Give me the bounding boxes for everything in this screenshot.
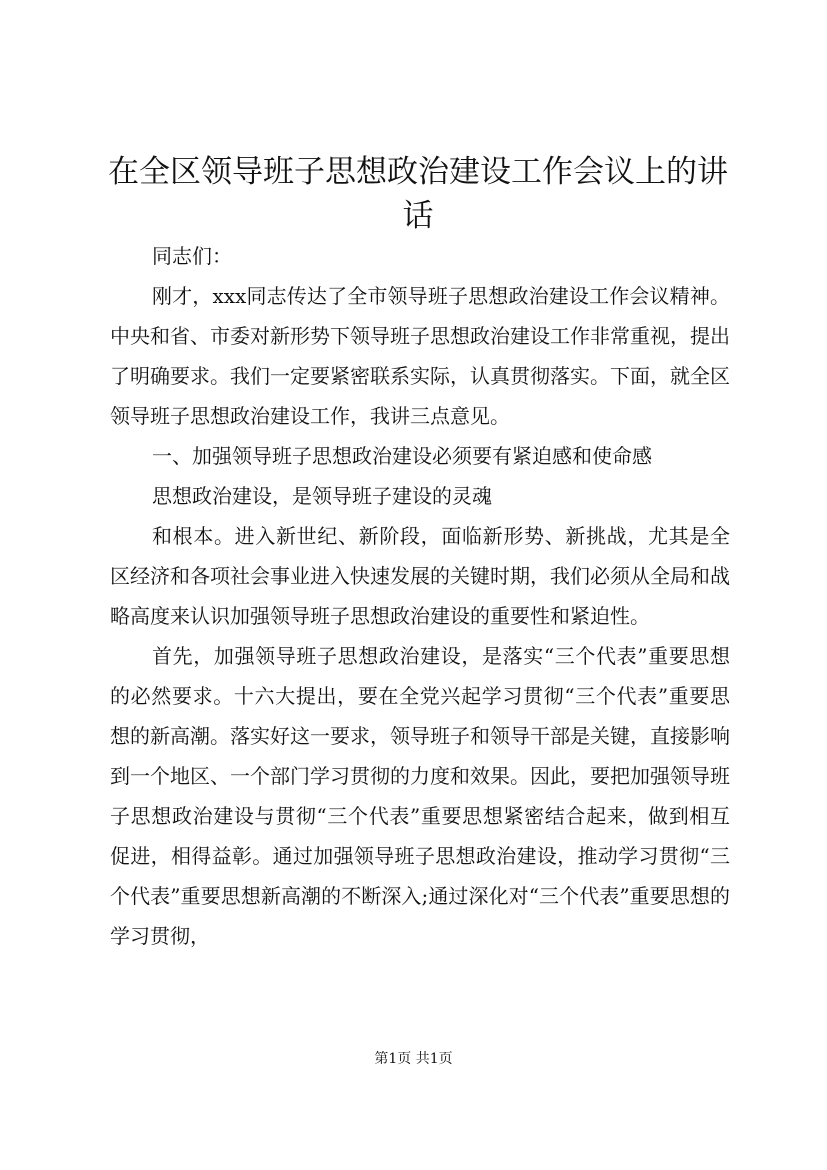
section-heading-1: 一、加强领导班子思想政治建设必须要有紧迫感和使命感: [152, 444, 652, 468]
paragraph-4: 首先，加强领导班子思想政治建设，是落实“三个代表”重要思想的必然要求。十六大提出，要在全党兴起学习贯彻“三个代表”重要思想的新高潮。落实好这一要求，领导班子和领导干部是关键，直接影响到一个地区、一个部门学习贯彻的力度和效果。因此，要把加强领导班子思想政治建设与贯彻“三个代表”重要思想紧密结合起来，做到相互促进，相得益彰。通过加强领导班子思想政治建设，推动学习贯彻“三个代表”重要思想新高潮的不断深入;通过深化对“三个代表”重要思想的学习贯彻，: [110, 644, 730, 948]
salutation: 同志们：: [152, 244, 232, 268]
document-body: [110, 236, 730, 956]
paragraph-1: 刚才，xxx同志传达了全市领导班子思想政治建设工作会议精神。中央和省、市委对新形势下领导班子思想政治建设工作非常重视，提出了明确要求。我们一定要紧密联系实际，认真贯彻落实。下面，就全区领导班子思想政治建设工作，我讲三点意见。: [110, 284, 730, 428]
paragraph-3: 和根本。进入新世纪、新阶段，面临新形势、新挑战，尤其是全区经济和各项社会事业进入快速发展的关键时期，我们必须从全局和战略高度来认识加强领导班子思想政治建设的重要性和紧迫性。: [110, 524, 730, 628]
document-title: 在全区领导班子思想政治建设工作会议上的讲话: [108, 154, 728, 234]
page-footer: 第1页 共1页: [374, 1051, 453, 1067]
paragraph-2-start: 思想政治建设，是领导班子建设的灵魂: [152, 484, 492, 508]
